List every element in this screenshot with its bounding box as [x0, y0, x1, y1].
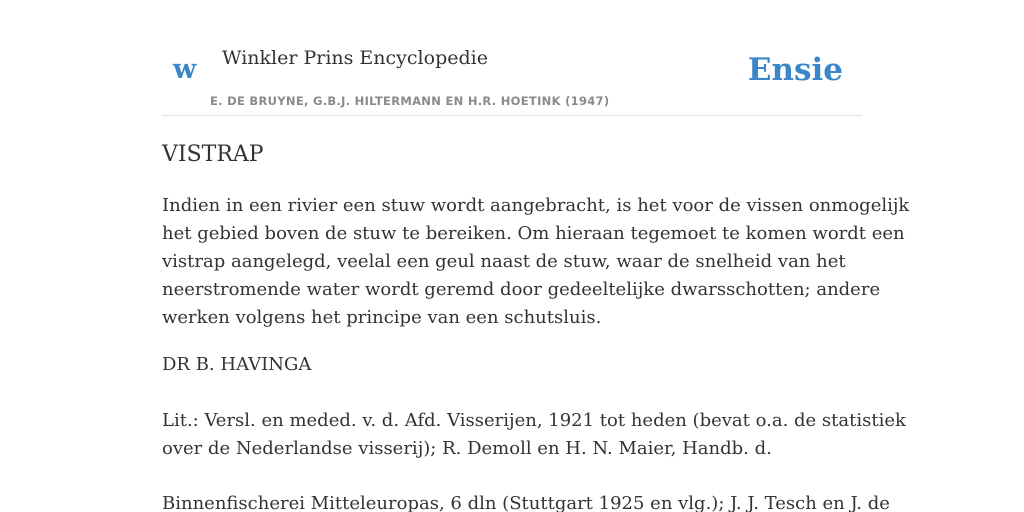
- entry-title: VISTRAP: [162, 142, 264, 167]
- literature-paragraph: [162, 407, 906, 463]
- ensie-logo[interactable]: Ensie: [747, 52, 843, 88]
- definition-line: neerstromende water wordt geremd door gedeeltelijke dwarsschotten; andere: [162, 279, 881, 300]
- definition-line: het gebied boven de stuw te bereiken. Om hieraan tegemoet te komen wordt een: [162, 223, 905, 244]
- definition-paragraph: [162, 192, 910, 332]
- author-line: DR B. HAVINGA: [162, 354, 312, 375]
- source-authors: E. DE BRUYNE, G.B.J. HILTERMANN EN H.R. HOETINK (1947): [210, 94, 610, 108]
- literature-line: over de Nederlandse visserij); R. Demoll en H. N. Maier, Handb. d.: [162, 438, 772, 459]
- source-logo-icon[interactable]: w: [173, 54, 197, 85]
- article-body: [162, 192, 910, 512]
- author-name: [162, 351, 862, 379]
- definition-line: werken volgens het principe van een schutsluis.: [162, 307, 602, 328]
- definition-line: vistrap aangelegd, veelal een geul naast de stuw, waar de snelheid van het: [162, 251, 846, 272]
- literature-continuation: [162, 490, 890, 512]
- continuation-line: Binnenfischerei Mitteleuropas, 6 dln (Stuttgart 1925 en vlg.); J. J. Tesch en J. de: [162, 493, 890, 512]
- definition-line: Indien in een rivier een stuw wordt aangebracht, is het voor de vissen onmogelijk: [162, 195, 910, 216]
- header-divider: [162, 115, 862, 116]
- source-title-link[interactable]: Winkler Prins Encyclopedie: [222, 47, 488, 69]
- literature-line: Lit.: Versl. en meded. v. d. Afd. Visserijen, 1921 tot heden (bevat o.a. de statistiek: [162, 410, 906, 431]
